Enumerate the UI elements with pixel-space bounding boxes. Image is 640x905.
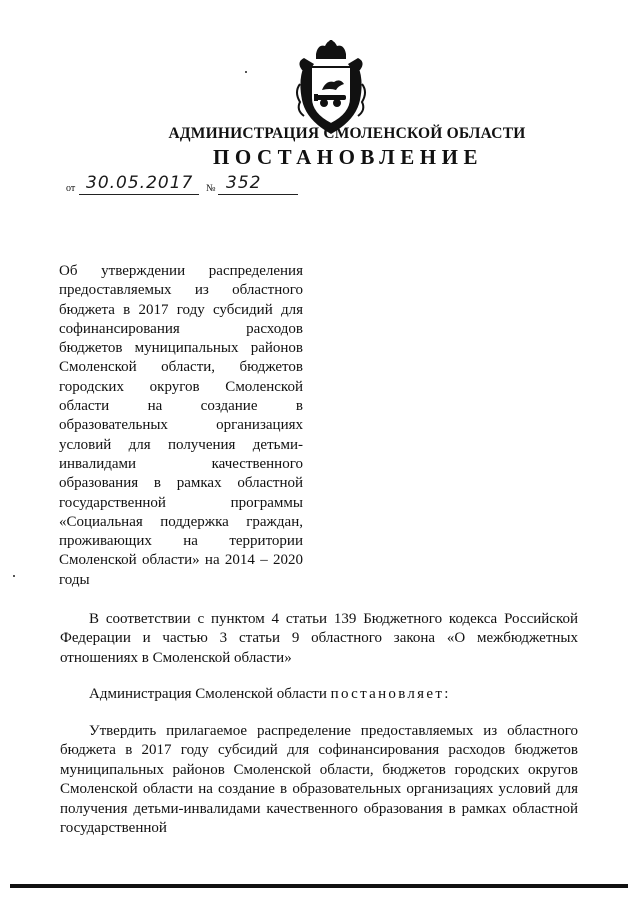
number-prefix: №: [206, 183, 216, 194]
subject-line: области на создание в: [59, 398, 303, 415]
subject-line: годы: [59, 571, 90, 588]
document-subject: [59, 262, 303, 590]
scan-speck: [245, 71, 247, 73]
subject-line: проживающих на территории: [59, 533, 303, 550]
document-type: ПОСТАНОВЛЕНИЕ: [213, 145, 483, 169]
number-value: 352: [226, 173, 262, 193]
coat-of-arms-icon: [292, 40, 370, 136]
subject-line: условий для получения детьми-: [59, 436, 303, 453]
subject-line: Смоленской области, бюджетов: [59, 359, 303, 376]
subject-line: софинансирования расходов: [59, 320, 303, 337]
organization-name: АДМИНИСТРАЦИЯ СМОЛЕНСКОЙ ОБЛАСТИ: [168, 125, 526, 142]
preamble-paragraph: В соответствии с пунктом 4 статьи 139 Бюджетного кодекса Российской Федерации и частью 3 статьи 9 областного закона «О межбюджетных отношениях в Смоленской области»: [60, 611, 578, 666]
resolve-subject: Администрация Смоленской области: [89, 686, 327, 702]
subject-line: образования в рамках областной: [59, 475, 303, 492]
date-value: 30.05.2017: [86, 173, 194, 193]
date-prefix: от: [66, 183, 76, 194]
subject-line: образовательных организациях: [59, 417, 303, 434]
subject-line: Об утверждении распределения: [59, 263, 303, 279]
resolution-paragraph-1: Утвердить прилагаемое распределение предоставляемых из областного бюджета в 2017 году субсидий для софинансирования расходов бюджетов муниципальных районов Смоленской области, бюджетов городских округов Смоленской области на создание в образовательных организациях условий для получения детьми-инвалидами качественного образования в рамках областной государственной: [60, 723, 578, 837]
subject-line: «Социальная поддержка граждан,: [59, 513, 303, 530]
subject-line: бюджетов муниципальных районов: [59, 340, 303, 357]
scan-speck: [13, 575, 15, 577]
resolve-paragraph: [60, 685, 578, 704]
subject-line: инвалидами качественного: [59, 455, 303, 472]
subject-line: бюджета в 2017 году субсидий для: [59, 301, 303, 318]
page-bottom-edge: [10, 884, 628, 888]
subject-line: Смоленской области» на 2014 – 2020: [59, 552, 303, 569]
subject-line: государственной программы: [59, 494, 303, 511]
subject-line: городских округов Смоленской: [59, 378, 303, 395]
subject-line: предоставляемых из областного: [59, 282, 303, 299]
resolve-verb: постановляет:: [330, 686, 451, 702]
